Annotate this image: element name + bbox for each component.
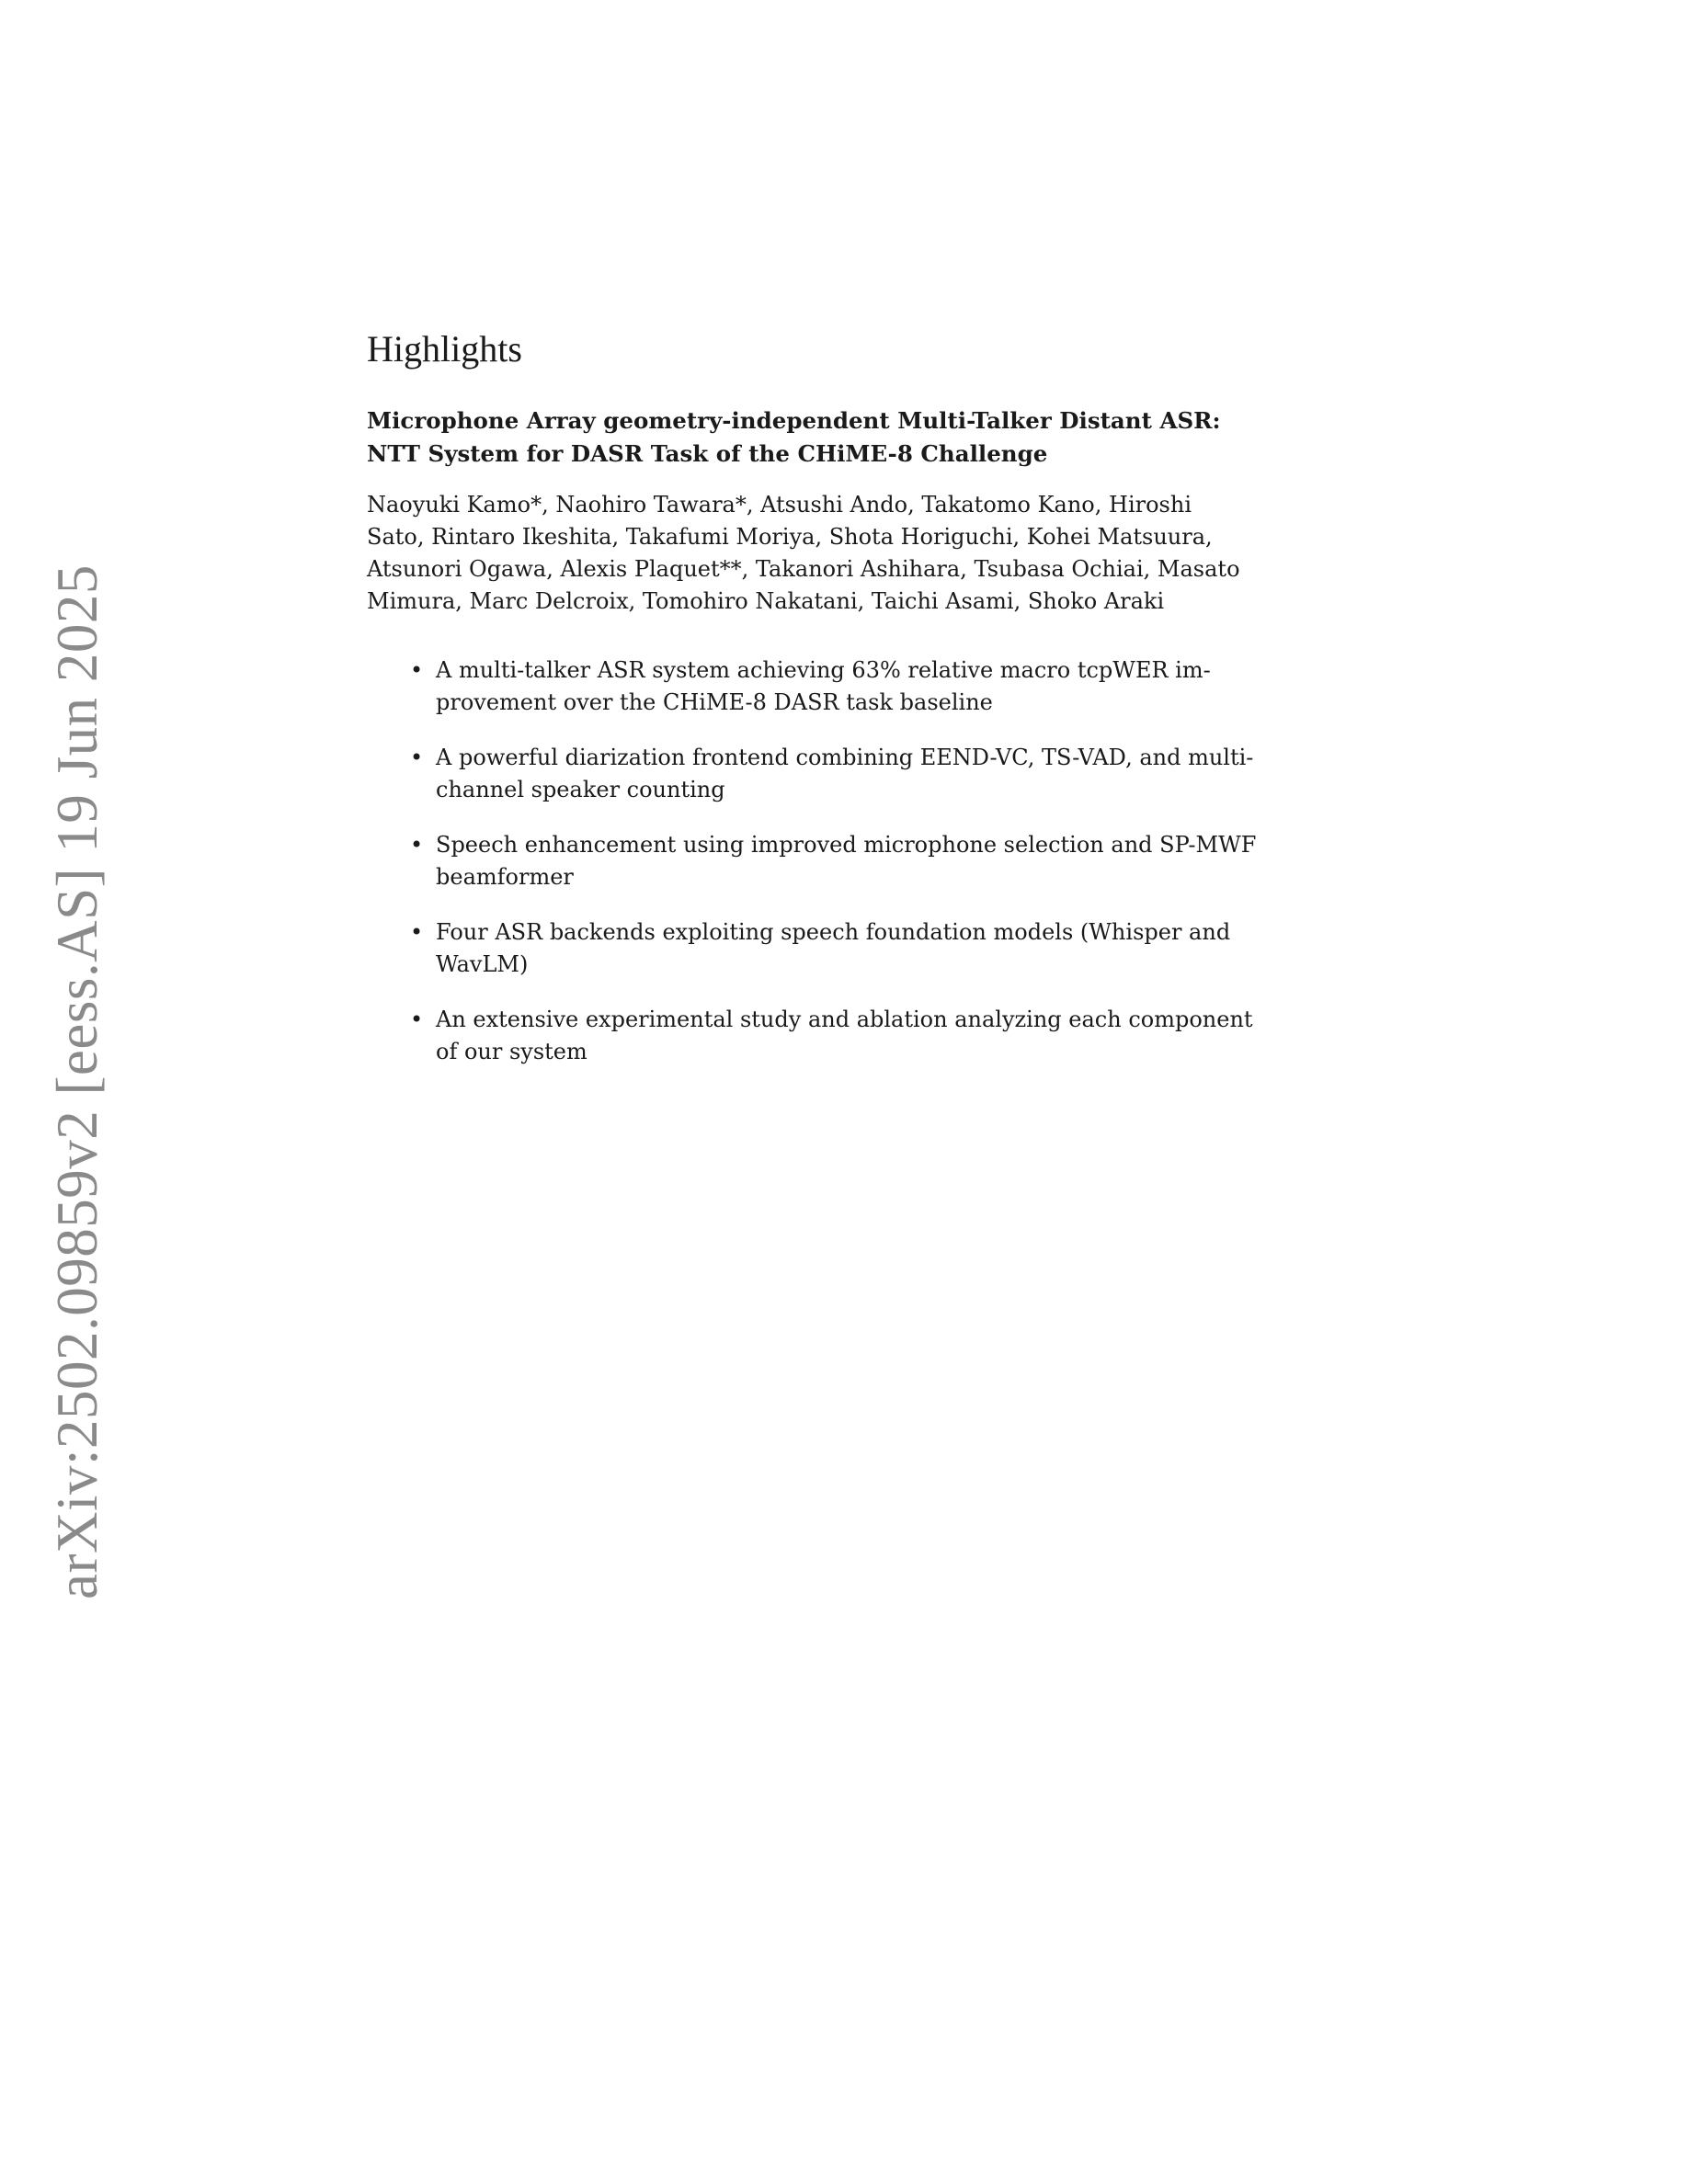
author-line: Atsunori Ogawa, Alexis Plaquet**, Takanori Ashihara, Tsubasa Ochiai, Masato: [367, 556, 1240, 582]
bullet-icon: •: [410, 745, 424, 770]
bullet-icon: •: [410, 1007, 424, 1032]
highlight-line: provement over the CHiME-8 DASR task baseline: [436, 689, 993, 715]
author-line: Mimura, Marc Delcroix, Tomohiro Nakatani, Taichi Asami, Shoko Araki: [367, 588, 1165, 614]
bullet-icon: •: [410, 657, 424, 683]
highlight-line: WavLM): [436, 951, 529, 977]
section-heading: Highlights: [367, 328, 522, 370]
bullet-icon: •: [410, 832, 424, 858]
highlight-line: Four ASR backends exploiting speech foundation models (Whisper and: [436, 919, 1231, 945]
highlight-item: [410, 742, 1312, 806]
paper-title-line: NTT System for DASR Task of the CHiME-8 Challenge: [367, 440, 1048, 467]
highlight-line: A powerful diarization frontend combining EEND-VC, TS-VAD, and multi-: [436, 745, 1254, 770]
author-line: Sato, Rintaro Ikeshita, Takafumi Moriya, Shota Horiguchi, Kohei Matsuura,: [367, 524, 1213, 550]
highlight-line: An extensive experimental study and ablation analyzing each component: [436, 1007, 1253, 1032]
highlight-line: of our system: [436, 1039, 587, 1064]
highlights-list: [367, 654, 1312, 1068]
highlight-line: A multi-talker ASR system achieving 63% relative macro tcpWER im-: [436, 657, 1211, 683]
highlight-item: [410, 916, 1312, 981]
highlights-page: [367, 327, 1312, 1091]
paper-title-line: Microphone Array geometry-independent Multi-Talker Distant ASR:: [367, 407, 1221, 434]
author-list: [367, 489, 1312, 618]
highlight-item: [410, 829, 1312, 893]
highlight-item: [410, 1004, 1312, 1068]
paper-title: [367, 404, 1312, 471]
highlight-line: beamformer: [436, 864, 574, 890]
bullet-icon: •: [410, 919, 424, 945]
highlight-line: channel speaker counting: [436, 777, 725, 802]
arxiv-side-stamp: arXiv:2502.09859v2 [eess.AS] 19 Jun 2025: [45, 564, 109, 1599]
author-line: Naoyuki Kamo*, Naohiro Tawara*, Atsushi Ando, Takatomo Kano, Hiroshi: [367, 492, 1192, 518]
highlight-item: [410, 654, 1312, 719]
highlight-line: Speech enhancement using improved microphone selection and SP-MWF: [436, 832, 1257, 858]
